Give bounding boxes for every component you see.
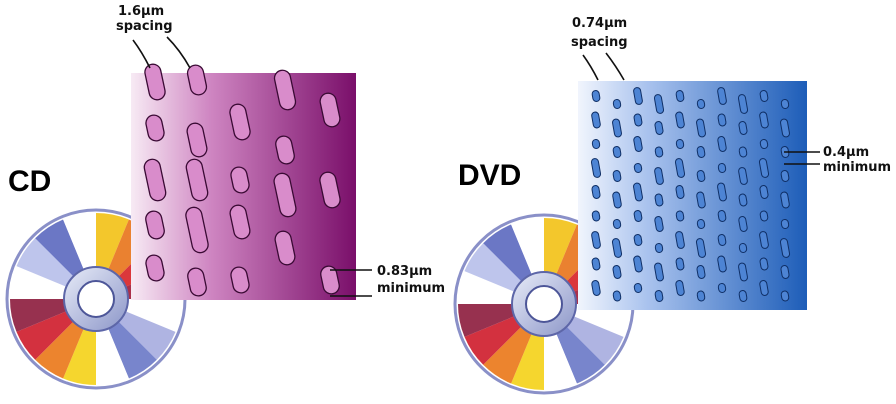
dvd-pit [655,146,664,157]
dvd-spacing-callout [571,16,628,80]
dvd-pit [718,210,727,222]
cd-spacing-leader-right [167,37,190,68]
dvd-spacing-word: spacing [571,35,628,50]
cd-pit-surface [131,63,356,300]
dvd-spacing-leader-right [606,53,624,80]
cd-spacing-word: spacing [116,19,173,34]
dvd-pit [613,290,622,301]
dvd-pit [634,163,642,173]
dvd-pit [718,283,726,293]
dvd-pit [697,146,706,158]
dvd-pit [676,210,685,221]
dvd-pit [739,243,747,253]
dvd-pit [592,90,601,102]
dvd-spacing-leader-left [583,55,598,80]
dvd-pit [718,234,727,246]
dvd-pit [781,170,790,182]
dvd-spacing-value: 0.74µm [572,16,628,31]
dvd-pit [592,210,601,221]
dvd-pit [781,290,790,301]
cd-disc-hole [78,281,114,317]
dvd-minimum-word: minimum [823,160,892,175]
dvd-pit [760,90,769,102]
dvd-pit [697,219,705,229]
dvd-pit [613,219,621,229]
dvd-pit [760,139,768,149]
dvd-section [455,16,891,393]
dvd-pit [634,283,642,293]
dvd-pit [739,146,748,157]
dvd-pit [697,290,706,301]
dvd-pit [781,99,789,109]
dvd-pit [613,99,621,109]
dvd-pit [655,243,663,253]
cd-minimum-value: 0.83µm [377,264,433,279]
dvd-pit [697,99,705,109]
cd-title: CD [8,165,52,198]
cd-spacing-value: 1.6µm [118,4,165,19]
dvd-pit [697,170,706,182]
cd-spacing-leader-left [133,40,150,68]
cd-section [7,4,445,388]
dvd-minimum-value: 0.4µm [823,145,870,160]
dvd-pit [592,139,600,149]
dvd-pit [634,210,643,222]
dvd-pit [676,139,684,149]
dvd-pit [781,219,789,229]
dvd-pit [718,163,726,173]
dvd-pit [760,210,769,221]
dvd-title: DVD [458,159,522,192]
dvd-disc-hole [526,286,562,322]
cd-spacing-callout [116,4,190,68]
dvd-pit [634,234,643,246]
dvd-pit [655,290,664,302]
cd-minimum-word: minimum [377,281,446,296]
dvd-pit [739,290,748,302]
dvd-pit [613,170,622,182]
dvd-pit-surface [578,81,807,310]
dvd-pit [613,146,622,158]
dvd-pit [676,90,685,102]
